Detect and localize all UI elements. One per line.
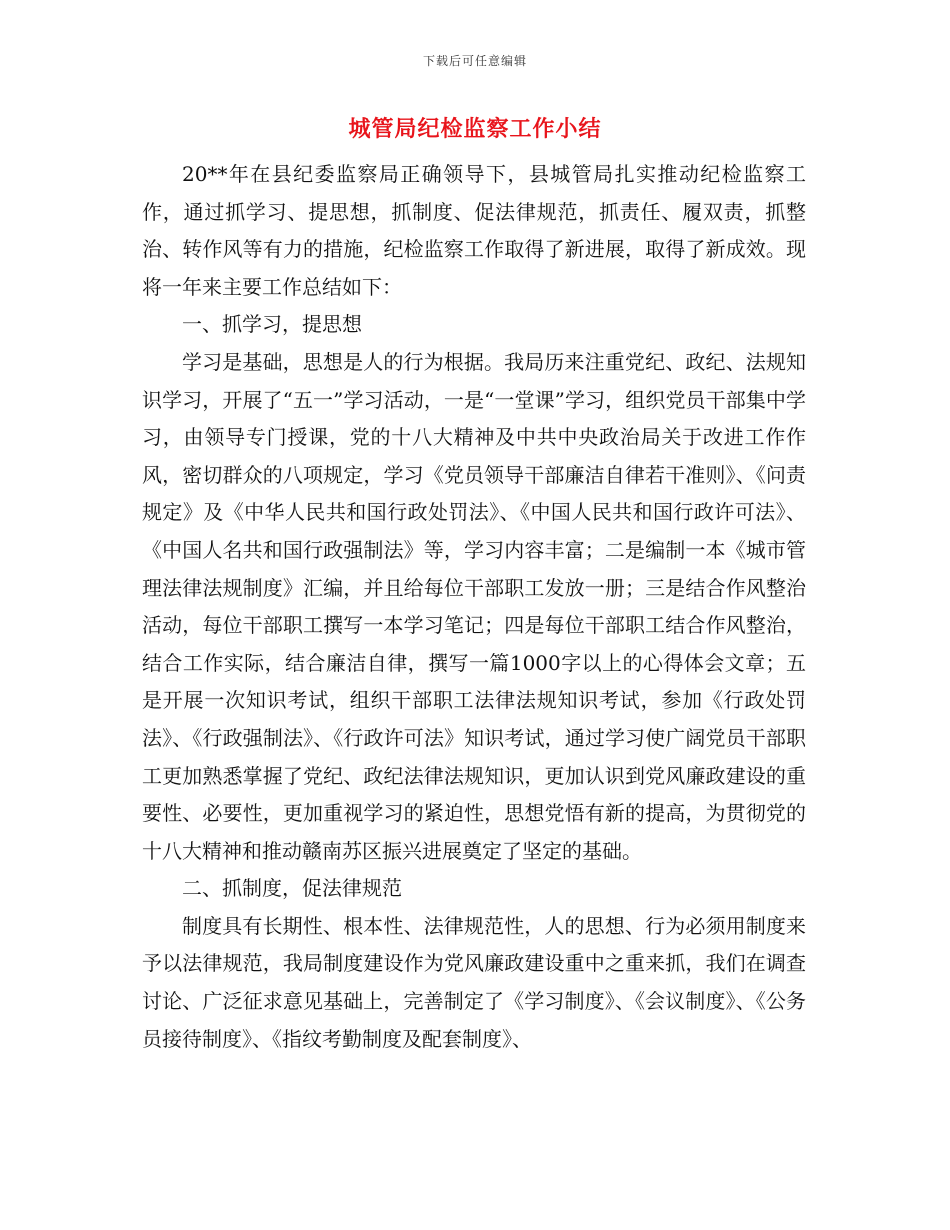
document-body: [142, 156, 806, 1058]
section-2-paragraph: 制度具有长期性、根本性、法律规范性，人的思想、行为必须用制度来予以法律规范，我局制度建设作为党风廉政建设重中之重来抓，我们在调查讨论、广泛征求意见基础上，完善制定了《学习制度》、《会议制度》、《公务员接待制度》、《指纹考勤制度及配套制度》、: [142, 913, 806, 1051]
section-heading-2: 二、抓制度，促法律规范: [182, 876, 402, 901]
page-header-note: 下载后可任意编辑: [422, 54, 527, 68]
section-heading-1: 一、抓学习，提思想: [182, 312, 362, 337]
document-title: 城管局纪检监察工作小结: [348, 116, 602, 142]
intro-paragraph: 20**年在县纪委监察局正确领导下，县城管局扎实推动纪检监察工作，通过抓学习、提思想，抓制度、促法律规范，抓责任、履双责，抓整治、转作风等有力的措施，纪检监察工作取得了新进展，取得了新成效。现将一年来主要工作总结如下：: [142, 162, 806, 299]
section-1-paragraph: 学习是基础，思想是人的行为根据。我局历来注重党纪、政纪、法规知识学习，开展了“五一”学习活动，一是“一堂课”学习，组织党员干部集中学习，由领导专门授课，党的十八大精神及中共中央政治局关于改进工作作风，密切群众的八项规定，学习《党员领导干部廉洁自律若干准则》、《问责规定》及《中华人民共和国行政处罚法》、《中国人民共和国行政许可法》、《中国人名共和国行政强制法》等，学习内容丰富；二是编制一本《城市管理法律法规制度》汇编，并且给每位干部职工发放一册；三是结合作风整治活动，每位干部职工撰写一本学习笔记；四是每位干部职工结合作风整治，结合工作实际，结合廉洁自律，撰写一篇1000字以上的心得体会文章；五是开展一次知识考试，组织干部职工法律法规知识考试，参加《行政处罚法》、《行政强制法》、《行政许可法》知识考试，通过学习使广阔党员干部职工更加熟悉掌握了党纪、政纪法律法规知识，更加认识到党风廉政建设的重要性、必要性，更加重视学习的紧迫性，思想党悟有新的提高，为贯彻党的十八大精神和推动赣南苏区振兴进展奠定了坚定的基础。: [142, 349, 806, 863]
